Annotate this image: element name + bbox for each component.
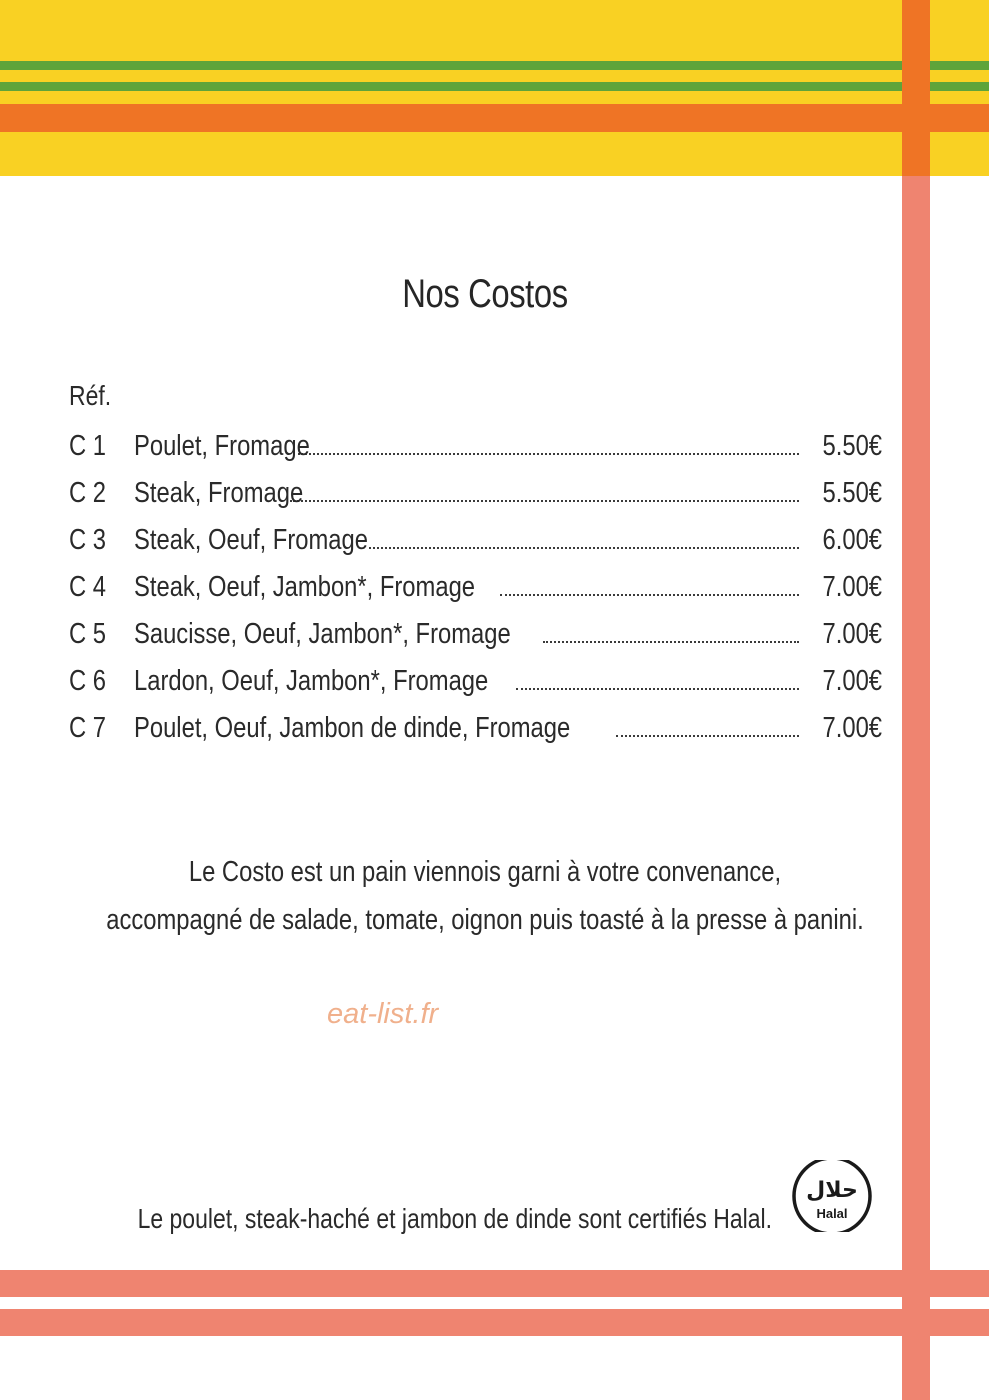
menu-item-description: Steak, Oeuf, Jambon*, Fromage bbox=[134, 571, 476, 603]
menu-item-price: 7.00€ bbox=[822, 712, 883, 744]
top-green-stripe-1 bbox=[0, 61, 989, 70]
costo-description-line-2: accompagné de salade, tomate, oignon puis toasté à la presse à panini. bbox=[106, 904, 864, 936]
menu-item bbox=[69, 706, 883, 753]
menu-item-ref: C 7 bbox=[69, 712, 107, 744]
dot-leader bbox=[500, 593, 799, 596]
menu-item-ref: C 5 bbox=[69, 618, 107, 650]
costo-description-line-1: Le Costo est un pain viennois garni à votre convenance, bbox=[188, 856, 782, 888]
menu-item-ref: C 1 bbox=[69, 430, 107, 462]
menu-item bbox=[69, 612, 883, 659]
menu-item bbox=[69, 518, 883, 565]
dot-leader bbox=[543, 640, 799, 643]
menu-item-price: 7.00€ bbox=[822, 571, 883, 603]
vertical-salmon-stripe bbox=[902, 0, 930, 1400]
menu-item-price: 5.50€ bbox=[822, 430, 883, 462]
menu-item-price: 7.00€ bbox=[822, 618, 883, 650]
menu-item-description: Poulet, Oeuf, Jambon de dinde, Fromage bbox=[134, 712, 571, 744]
menu-item-price: 7.00€ bbox=[822, 665, 883, 697]
halal-logo-arabic: حلال bbox=[806, 1178, 858, 1203]
vertical-orange-stripe-top bbox=[902, 0, 930, 176]
menu-item-ref: C 2 bbox=[69, 477, 107, 509]
menu-item bbox=[69, 424, 883, 471]
menu-item-description: Steak, Fromage bbox=[134, 477, 304, 509]
bottom-salmon-stripe-2 bbox=[0, 1309, 989, 1336]
menu-list bbox=[69, 424, 883, 753]
bottom-salmon-stripe-1 bbox=[0, 1270, 989, 1297]
menu-item-price: 5.50€ bbox=[822, 477, 883, 509]
menu-item-price: 6.00€ bbox=[822, 524, 883, 556]
dot-leader bbox=[298, 452, 799, 455]
top-orange-stripe bbox=[0, 104, 989, 132]
menu-item-description: Lardon, Oeuf, Jambon*, Fromage bbox=[134, 665, 489, 697]
menu-item-ref: C 3 bbox=[69, 524, 107, 556]
halal-logo-icon bbox=[791, 1160, 873, 1232]
menu-item-ref: C 4 bbox=[69, 571, 107, 603]
menu-item bbox=[69, 471, 883, 518]
dot-leader bbox=[369, 546, 799, 549]
menu-item bbox=[69, 659, 883, 706]
menu-item-description: Steak, Oeuf, Fromage bbox=[134, 524, 368, 556]
top-green-stripe-2 bbox=[0, 82, 989, 91]
dot-leader bbox=[290, 499, 799, 502]
menu-item bbox=[69, 565, 883, 612]
dot-leader bbox=[616, 734, 799, 737]
watermark: eat-list.fr bbox=[327, 998, 439, 1030]
menu-item-description: Poulet, Fromage bbox=[134, 430, 310, 462]
menu-item-ref: C 6 bbox=[69, 665, 107, 697]
dot-leader bbox=[516, 687, 799, 690]
halal-note-text: Le poulet, steak-haché et jambon de dinde sont certifiés Halal. bbox=[137, 1203, 773, 1234]
costo-description bbox=[0, 848, 970, 944]
ref-column-header: Réf. bbox=[69, 380, 112, 411]
halal-note bbox=[0, 1203, 910, 1235]
page-title: Nos Costos bbox=[402, 272, 568, 316]
menu-item-description: Saucisse, Oeuf, Jambon*, Fromage bbox=[134, 618, 511, 650]
halal-logo-label: Halal bbox=[816, 1206, 848, 1221]
